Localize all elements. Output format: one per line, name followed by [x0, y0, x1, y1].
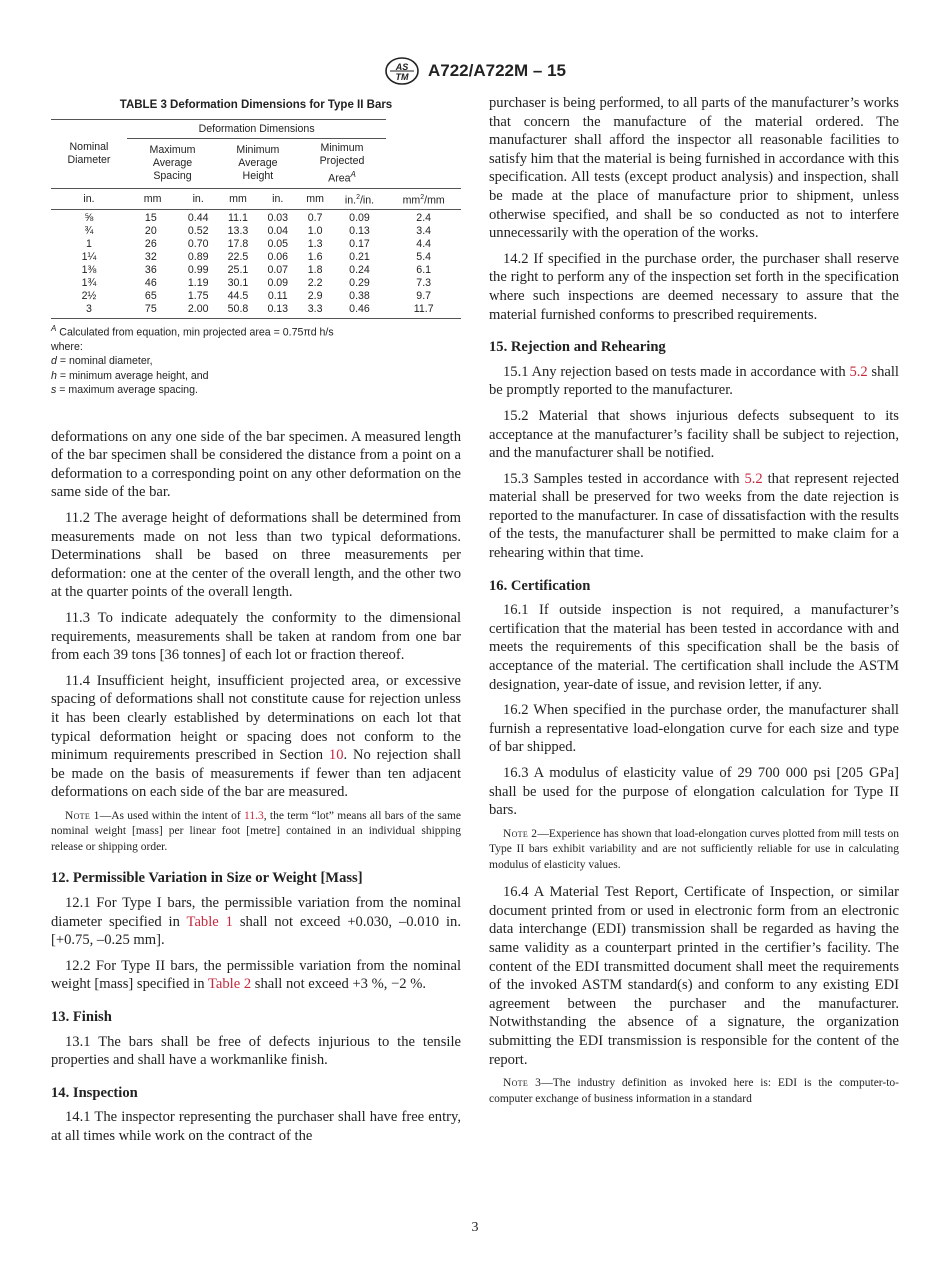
table-cell: 1.6	[307, 250, 323, 263]
paragraph-12-2: 12.2 For Type II bars, the permissible variation from the nominal weight [mass] specified in Table 2 shall not exceed +3 %, −2 %.	[51, 957, 461, 993]
unit-cell: in.	[51, 189, 127, 210]
table-cell: 0.09	[349, 211, 370, 224]
table-cell: ¾	[84, 224, 94, 237]
paragraph-15-1: 15.1 Any rejection based on tests made in accordance with 5.2 shall be promptly reported to the manufacturer.	[489, 363, 899, 399]
astm-logo-icon	[384, 56, 420, 86]
table-cell: 0.13	[258, 303, 298, 319]
table-cell: 15	[144, 211, 157, 224]
paragraph-15-2: 15.2 Material that shows injurious defects subsequent to its acceptance at the manufacturer’s facility shall be subject to rejection, and the manufacturer shall be notified.	[489, 407, 899, 462]
table-cell: 44.5	[227, 289, 249, 302]
svg-text:AS: AS	[395, 62, 409, 72]
table-3-body	[51, 209, 461, 318]
table-cell: 25.1	[227, 263, 249, 276]
table-cell: 0.44	[187, 211, 209, 224]
col-nominal-diameter: Nominal Diameter	[51, 119, 127, 189]
note-2: Note 2—Experience has shown that load-elongation curves plotted from mill tests on Type II bars exhibit variability and are not sufficiently reliable for use in calculating modulus of elasticity values.	[489, 827, 900, 871]
page-number: 3	[471, 1220, 479, 1235]
section-16-heading: 16. Certification	[489, 577, 591, 594]
table-row	[51, 238, 461, 251]
paragraph-11-1-continued: deformations on any one side of the bar specimen. A measured length of the bar specimen shall be considered the distance from a point on a deformation to a corresponding point on any other deformation on the same side of the bar.	[51, 428, 461, 501]
table-cell: 0.89	[187, 250, 209, 263]
table-cell: ⅝	[84, 211, 94, 224]
table-cell: 2.9	[307, 289, 323, 302]
table-3-title: TABLE 3 Deformation Dimensions for Type II Bars	[119, 99, 393, 111]
table-cell: 0.70	[187, 237, 209, 250]
section-14-heading: 14. Inspection	[51, 1084, 138, 1101]
table-cell: 2.00	[178, 303, 218, 319]
table-cell: 0.03	[267, 211, 289, 224]
unit-cell: in.	[178, 189, 218, 210]
table-cell: 32	[144, 250, 157, 263]
paragraph-16-1: 16.1 If outside inspection is not required, a manufacturer’s certification that the material has been tested in accordance with and meets the requirements of this specification shall be the basis of acceptance of the material. The certification shall include the ASTM designation, year-date of issue, and revision letter, if any.	[489, 602, 899, 693]
section-5-2-link[interactable]: 5.2	[744, 470, 763, 487]
table-cell: 1.0	[307, 224, 323, 237]
table-cell: 0.24	[349, 263, 370, 276]
table-cell: 0.99	[187, 263, 209, 276]
table-cell: 13.3	[227, 224, 249, 237]
table-cell: 9.7	[416, 289, 432, 302]
table-cell: 6.1	[416, 263, 432, 276]
table-cell: 4.4	[416, 237, 432, 250]
table-cell: 0.7	[307, 211, 323, 224]
paragraph-14-2: 14.2 If specified in the purchase order, the purchaser shall reserve the right to perform any of the inspection set forth in the specification where such inspections are deemed necessary to assure that the material furnished conforms to prescribed requirements.	[489, 250, 899, 323]
paragraph-11-2: 11.2 The average height of deformations shall be determined from measurements made on not less than two typical deformations. Determinations shall be based on three measurements per deformation: one at the center of the overall length, and the other two at the quarter points of the overall length.	[51, 510, 461, 601]
table-cell: 0.05	[267, 237, 289, 250]
table-row	[51, 225, 461, 238]
unit-cell: mm	[218, 189, 258, 210]
section-13-heading: 13. Finish	[51, 1009, 112, 1026]
table-cell: 0.07	[267, 263, 289, 276]
paragraph-13-1: 13.1 The bars shall be free of defects injurious to the tensile properties and shall have a workmanlike finish.	[51, 1033, 461, 1069]
section-5-2-link[interactable]: 5.2	[849, 363, 868, 380]
table-cell: 0.21	[349, 250, 370, 263]
paragraph-15-3: 15.3 Samples tested in accordance with 5.2 that represent rejected material shall be preserved for two weeks from the date rejection is reported to the manufacturer. In case of dissatisfaction with the results of the tests, the manufacturer shall be permitted to make claim for a rehearing within that time.	[489, 470, 899, 562]
table-cell: 0.06	[267, 250, 289, 263]
unit-cell: in.	[258, 189, 298, 210]
note-3: Note 3—The industry definition as invoked here is: EDI is the computer-to-computer exchange of business information in a standard	[489, 1077, 899, 1105]
col-group-deformation-dimensions: Deformation Dimensions	[127, 119, 386, 138]
table-cell: 65	[144, 289, 157, 302]
unit-cell: mm	[127, 189, 178, 210]
table-cell: 0.09	[267, 276, 289, 289]
table-cell: 3.4	[416, 224, 432, 237]
table-cell: 50.8	[218, 303, 258, 319]
table-3	[51, 119, 461, 319]
def-d: d = nominal diameter,	[51, 355, 153, 368]
table-cell: 2.4	[416, 211, 432, 224]
unit-cell: in.$^2$/in.	[333, 189, 387, 210]
paragraph-16-3: 16.3 A modulus of elasticity value of 29 700 000 psi [205 GPa] shall be used for the purpose of elongation calculation for Type II bars.	[489, 765, 899, 819]
table-row	[51, 251, 461, 264]
table-cell: 36	[144, 263, 157, 276]
right-column	[489, 94, 899, 1117]
section-11-3-link[interactable]: 11.3	[244, 809, 264, 822]
page-header	[0, 56, 950, 86]
note-1: Note 1—As used within the intent of 11.3, the term “lot” means all bars of the same nominal weight [mass] per linear foot [metre] contained in an individual shipping release or shipping order.	[51, 809, 461, 853]
table-cell: 1¼	[81, 250, 97, 263]
table-cell: 0.29	[349, 276, 370, 289]
col-max-avg-spacing: Maximum Average Spacing	[149, 143, 196, 182]
paragraph-14-1: 14.1 The inspector representing the purchaser shall have free entry, at all times while work on the contract of the	[51, 1109, 461, 1144]
section-10-link[interactable]: 10	[328, 747, 344, 764]
table-cell: 1	[86, 237, 92, 250]
col-min-projected-area: Minimum Projected Area$^A$	[319, 141, 365, 185]
table-cell: 0.11	[267, 289, 288, 302]
col-min-avg-height: Minimum Average Height	[236, 143, 280, 182]
table-cell: 0.46	[333, 303, 387, 319]
table-cell: 46	[144, 276, 157, 289]
table-cell: 11.1	[228, 211, 248, 224]
table-row	[51, 277, 461, 290]
table-2-link[interactable]: Table 2	[207, 976, 252, 993]
table-cell: 5.4	[416, 250, 432, 263]
def-s: s = maximum average spacing.	[51, 384, 198, 397]
table-where: where:	[51, 340, 83, 353]
table-cell: 30.1	[227, 276, 249, 289]
table-row	[51, 264, 461, 277]
paragraph-12-1: 12.1 For Type I bars, the permissible variation from the nominal diameter specified in Table 1 shall not exceed +0.030, –0.010 in. [+0.75, –0.25 mm].	[51, 895, 461, 949]
table-cell: 3	[51, 303, 127, 319]
table-cell: 0.17	[349, 237, 370, 250]
table-cell: 0.04	[267, 224, 289, 237]
def-h: h = minimum average height, and	[51, 369, 209, 382]
table-cell: 26	[144, 237, 157, 250]
table-cell: 11.7	[386, 303, 461, 319]
table-cell: 3.3	[298, 303, 333, 319]
units-row	[51, 189, 461, 210]
document-designation: A722/A722M – 15	[428, 61, 566, 80]
table-cell: 1.75	[187, 289, 209, 302]
table-1-link[interactable]: Table 1	[186, 913, 233, 930]
table-3-notes	[51, 322, 461, 398]
table-cell: 0.13	[349, 224, 370, 237]
table-footnote: $^A$ Calculated from equation, min projected area = 0.75πd h/s	[51, 323, 334, 339]
paragraph-16-2: 16.2 When specified in the purchase order, the manufacturer shall furnish a representative load-elongation curve for each size and type of bar shipped.	[489, 702, 899, 756]
section-15-heading: 15. Rejection and Rehearing	[489, 339, 666, 356]
unit-cell: $mm^2/mm$	[386, 189, 461, 210]
table-cell: 2½	[81, 289, 97, 302]
table-row	[51, 303, 461, 319]
table-row	[51, 290, 461, 303]
unit-cell: mm	[298, 189, 333, 210]
table-cell: 22.5	[227, 250, 249, 263]
paragraph-11-4: 11.4 Insufficient height, insufficient projected area, or excessive spacing of deformations shall not constitute cause for rejection unless it has been clearly established by determinations on each lot that typical deformation height or spacing does not conform to the minimum requirements prescribed in Section 10. No rejection shall be made on the basis of measurements if fewer than ten adjacent deformations on each side of the bar are measured.	[51, 672, 462, 801]
table-cell: 75	[127, 303, 178, 319]
table-cell: 2.2	[307, 276, 323, 289]
left-column	[51, 94, 461, 1153]
table-cell: 1¾	[81, 276, 97, 289]
paragraph-11-3: 11.3 To indicate adequately the conformity to the dimensional requirements, measurements shall be taken at random from one bar from each 39 tons [36 tonnes] of each lot or fraction thereof.	[51, 610, 461, 664]
table-cell: 1.8	[307, 263, 323, 276]
table-cell: 20	[144, 224, 157, 237]
table-cell: 7.3	[416, 276, 432, 289]
table-cell: 1.3	[307, 237, 323, 250]
table-cell: 1.19	[187, 276, 209, 289]
table-row	[51, 209, 461, 225]
paragraph-14-1-continued: purchaser is being performed, to all parts of the manufacturer’s works that concern the manufacture of the material ordered. The manufacturer shall afford the inspector all reasonable facilities to satisfy him that the material is being furnished in accordance with this specification. All tests (except product analysis) and inspection, shall be made at the place of manufacture prior to shipment, unless otherwise specified, and shall be so conducted as not to interfere unnecessarily with the operation of the works.	[489, 95, 899, 242]
table-cell: 1⅜	[81, 263, 97, 276]
paragraph-16-4: 16.4 A Material Test Report, Certificate of Inspection, or similar document printed from or used in electronic form from an electronic data interchange (EDI) transmission shall be regarded as having the same validity as a counterpart printed in the certifier’s facility. The content of the EDI transmitted document shall meet the requirements of the invoked ASTM standard(s) and conform to any existing EDI agreement between the purchaser and the manufacturer. Notwithstanding the absence of a signature, the organization submitting the EDI transmission is responsible for the content of the report.	[489, 884, 899, 1068]
table-cell: 17.8	[227, 237, 249, 250]
table-cell: 0.38	[349, 289, 370, 302]
section-12-heading: 12. Permissible Variation in Size or Weight [Mass]	[51, 870, 363, 887]
svg-text:TM: TM	[395, 72, 409, 82]
table-cell: 0.52	[187, 224, 209, 237]
